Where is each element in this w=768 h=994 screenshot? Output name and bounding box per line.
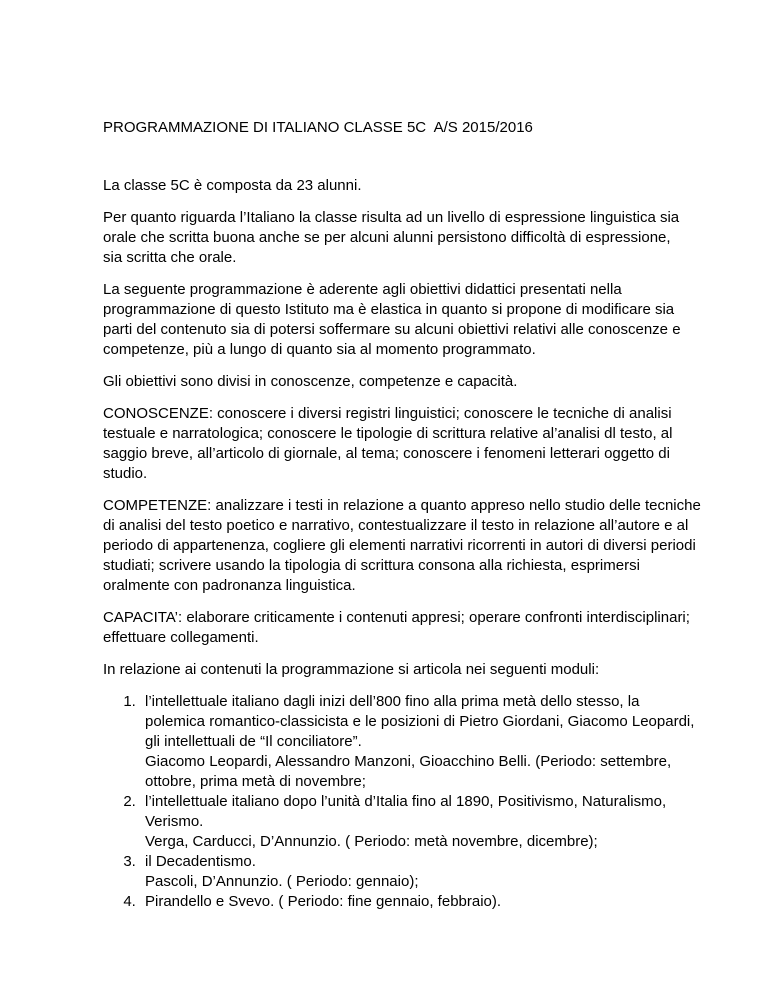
modules-list	[103, 692, 713, 912]
list-item: 3. il Decadentismo. Pascoli, D’Annunzio. ( Periodo: gennaio);	[140, 852, 713, 892]
list-item: 1. l’intellettuale italiano dagli inizi dell’800 fino alla prima metà dello stesso, la polemica romantico-classicista e le posizioni di Pietro Giordani, Giacomo Leopardi, gli intellettuali de “Il conciliatore”. Giacomo Leopardi, Alessandro Manzoni, Gioacchino Belli. (Periodo: settembre, ottobre, prima metà di novembre;	[140, 692, 713, 792]
paragraph-conoscenze: CONOSCENZE: conoscere i diversi registri linguistici; conoscere le tecniche di analisi testuale e narratologica; conoscere le tipologie di scrittura relative al’analisi dl testo, al saggio breve, all’articolo di giornale, al tema; conoscere i fenomeni letterari oggetto di studio.	[103, 405, 673, 482]
paragraph-programme-description: La seguente programmazione è aderente agli obiettivi didattici presentati nella programmazione di questo Istituto ma è elastica in quanto si propone di modificare sia parti del contenuto sia di potersi soffermare su alcuni obiettivi relativi alle conoscenze e competenze, più a lungo di quanto sia al momento programmato.	[103, 281, 681, 358]
paragraph-competenze: COMPETENZE: analizzare i testi in relazione a quanto appreso nello studio delle tecniche di analisi del testo poetico e narrativo, contestualizzare il testo in relazione all’autore e al periodo di appartenenza, cogliere gli elementi narrativi ricorrenti in autori di diversi periodi studiati; scrivere usando la tipologia di scrittura consona alla richiesta, esprimersi oralmente con padronanza linguistica.	[103, 497, 701, 594]
list-item: 4. Pirandello e Svevo. ( Periodo: fine gennaio, febbraio).	[140, 892, 713, 912]
paragraph-capacita: CAPACITA’: elaborare criticamente i contenuti appresi; operare confronti interdisciplinari; effettuare collegamenti.	[103, 609, 690, 646]
document-body	[103, 118, 713, 912]
paragraph-objectives: Gli obiettivi sono divisi in conoscenze, competenze e capacità.	[103, 373, 518, 390]
paragraph-italian-level: Per quanto riguarda l’Italiano la classe risulta ad un livello di espressione linguistica sia orale che scritta buona anche se per alcuni alunni persistono difficoltà di espressione, sia scritta che orale.	[103, 209, 680, 266]
list-item: 2. l’intellettuale italiano dopo l’unità d’Italia fino al 1890, Positivismo, Naturalismo, Verismo. Verga, Carducci, D’Annunzio. ( Periodo: metà novembre, dicembre);	[140, 792, 713, 852]
document-title: PROGRAMMAZIONE DI ITALIANO CLASSE 5C A/S 2015/2016	[103, 119, 533, 136]
paragraph-modules-intro: In relazione ai contenuti la programmazione si articola nei seguenti moduli:	[103, 661, 600, 678]
paragraph-class-composition: La classe 5C è composta da 23 alunni.	[103, 177, 362, 194]
